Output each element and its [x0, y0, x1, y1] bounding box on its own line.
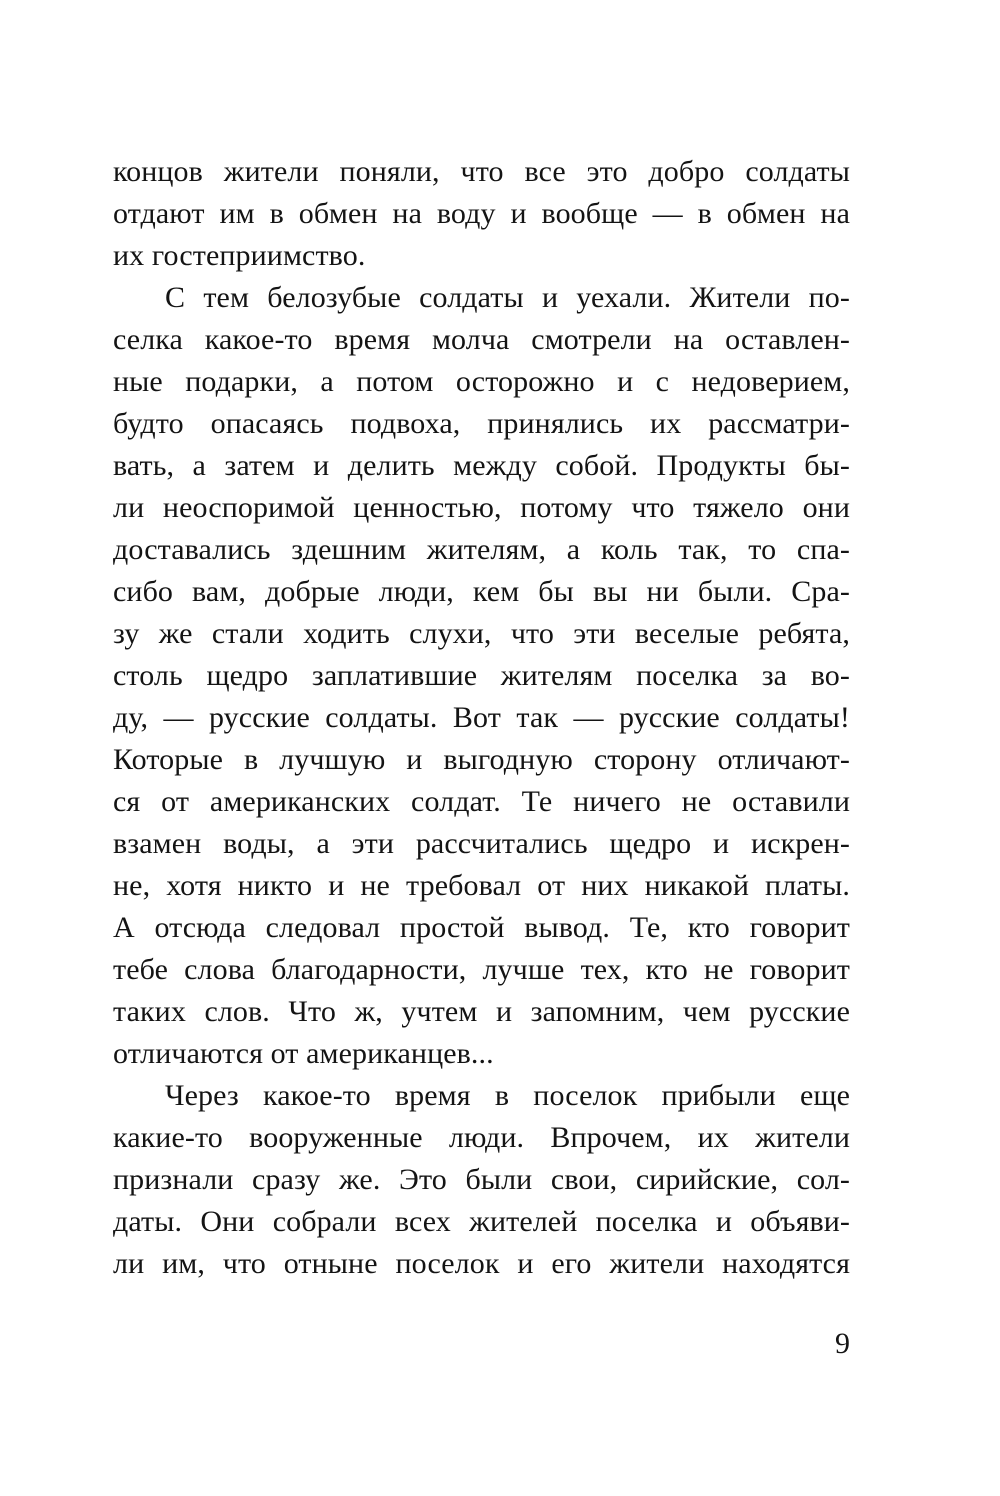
paragraph — [113, 1075, 850, 1285]
text-line: зу же стали ходить слухи, что эти веселые ребята, — [113, 617, 850, 650]
text-line: Которые в лучшую и выгодную сторону отличают- — [113, 743, 850, 776]
page-number: 9 — [835, 1327, 850, 1360]
text-line: таких слов. Что ж, учтем и запомним, чем русские — [113, 995, 850, 1028]
text-line: взамен воды, а эти рассчитались щедро и искрен- — [113, 827, 850, 860]
text-line: С тем белозубые солдаты и уехали. Жители по- — [165, 281, 850, 314]
text-line: будто опасаясь подвоха, принялись их рассматри- — [113, 407, 850, 440]
text-line: ду, — русские солдаты. Вот так — русские солдаты! — [113, 701, 850, 734]
text-line: Через какое-то время в поселок прибыли еще — [165, 1079, 850, 1112]
text-line: их гостеприимство. — [113, 239, 366, 272]
text-line: сибо вам, добрые люди, кем бы вы ни были. Сра- — [113, 575, 850, 608]
text-line: отдают им в обмен на воду и вообще — в обмен на — [113, 197, 850, 230]
text-line: ли им, что отныне поселок и его жители находятся — [113, 1247, 850, 1280]
text-line: даты. Они собрали всех жителей поселка и объяви- — [113, 1205, 850, 1238]
text-line: ные подарки, а потом осторожно и с недоверием, — [113, 365, 850, 398]
text-line: какие-то вооруженные люди. Впрочем, их жители — [113, 1121, 850, 1154]
text-line: не, хотя никто и не требовал от них никакой платы. — [113, 869, 850, 902]
paragraph — [113, 277, 850, 1075]
text-line: А отсюда следовал простой вывод. Те, кто говорит — [113, 911, 850, 944]
text-line: отличаются от американцев... — [113, 1037, 494, 1070]
text-line: селка какое-то время молча смотрели на оставлен- — [113, 323, 850, 356]
page-text-block — [113, 151, 850, 1285]
text-line: ли неоспоримой ценностью, потому что тяжело они — [113, 491, 850, 524]
paragraph — [113, 151, 850, 277]
text-line: доставались здешним жителям, а коль так, то спа- — [113, 533, 850, 566]
text-line: столь щедро заплатившие жителям поселка за во- — [113, 659, 850, 692]
text-line: концов жители поняли, что все это добро солдаты — [113, 155, 850, 188]
text-line: тебе слова благодарности, лучше тех, кто не говорит — [113, 953, 850, 986]
text-line: ся от американских солдат. Те ничего не оставили — [113, 785, 850, 818]
text-line: вать, а затем и делить между собой. Продукты бы- — [113, 449, 850, 482]
text-line: признали сразу же. Это были свои, сирийские, сол- — [113, 1163, 850, 1196]
